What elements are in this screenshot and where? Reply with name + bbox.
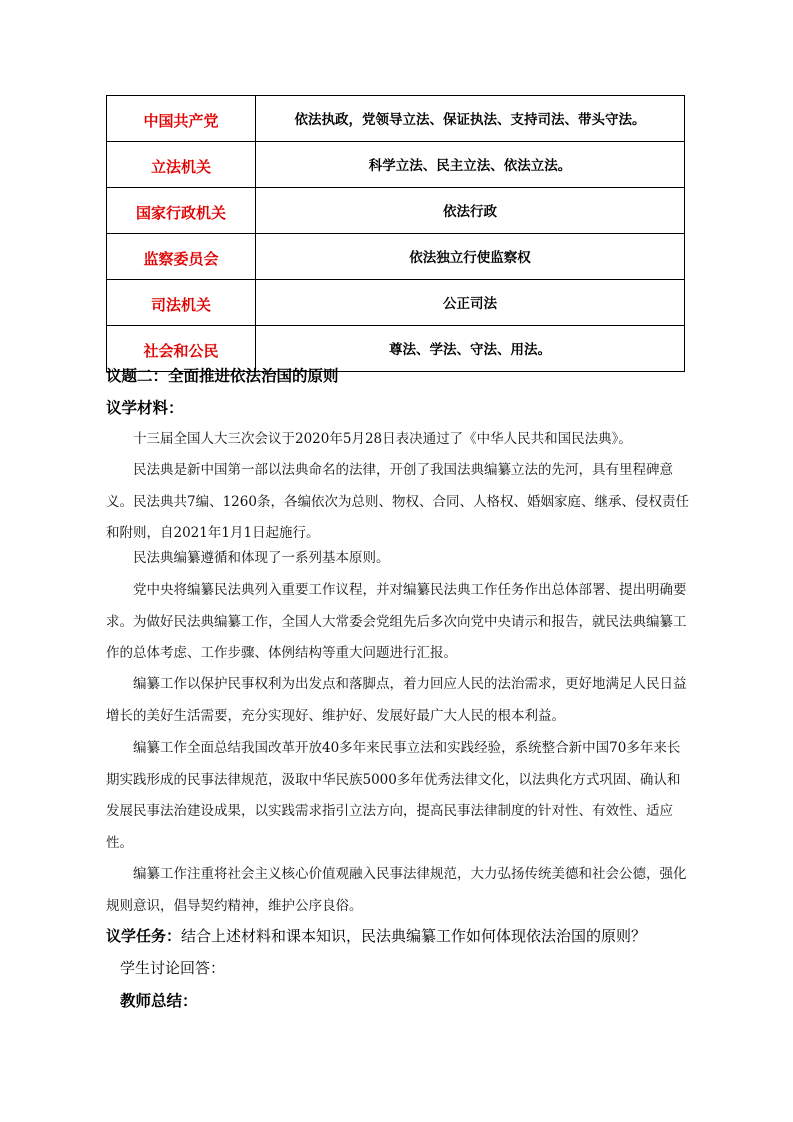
topic-title: 议题二：全面推进依法治国的原则	[106, 367, 339, 385]
duty-cell: 公正司法	[256, 280, 685, 326]
material-label: 议学材料：	[106, 399, 184, 417]
duty-cell: 尊法、学法、守法、用法。	[256, 326, 685, 372]
task-text: 结合上述材料和课本知识，民法典编纂工作如何体现依法治国的原则？	[181, 927, 647, 945]
table-row	[107, 142, 685, 188]
subject-cell: 监察委员会	[107, 234, 256, 280]
duty-cell: 依法执政，党领导立法、保证执法、支持司法、带头守法。	[256, 96, 685, 142]
subject-cell: 立法机关	[107, 142, 256, 188]
student-discussion-label: 学生讨论回答：	[120, 959, 226, 977]
subject-cell: 社会和公民	[107, 326, 256, 372]
material-paragraph: 编纂工作注重将社会主义核心价值观融入民事法律规范，大力弘扬传统美德和社会公德，强化规则意识，倡导契约精神，维护公序良俗。	[106, 866, 687, 914]
table-row	[107, 188, 685, 234]
subject-cell: 司法机关	[107, 280, 256, 326]
material-paragraph: 党中央将编纂民法典列入重要工作议程，并对编纂民法典工作任务作出总体部署、提出明确要求。为做好民法典编纂工作，全国人大常委会党组先后多次向党中央请示和报告，就民法典编纂工作的总体考虑、工作步骤、体例结构等重大问题进行汇报。	[106, 582, 687, 661]
material-paragraph: 民法典编纂遵循和体现了一系列基本原则。	[133, 550, 390, 566]
task-label: 议学任务：	[106, 927, 182, 945]
material-paragraph: 编纂工作以保护民事权利为出发点和落脚点，着力回应人民的法治需求，更好地满足人民日益增长的美好生活需要，充分实现好、维护好、发展好最广大人民的根本利益。	[106, 676, 687, 724]
subject-cell: 国家行政机关	[107, 188, 256, 234]
table-row	[107, 96, 685, 142]
study-task	[106, 925, 646, 946]
table-row	[107, 280, 685, 326]
duty-cell: 依法行政	[256, 188, 685, 234]
subject-cell: 中国共产党	[107, 96, 256, 142]
material-paragraph: 编纂工作全面总结我国改革开放40多年来民事立法和实践经验，系统整合新中国70多年来长期实践形成的民事法律规范，汲取中华民族5000多年优秀法律文化，以法典化方式巩固、确认和发展民事法治建设成果，以实践需求指引立法方向，提高民事法律制度的针对性、有效性、适应性。	[106, 740, 681, 851]
duty-cell: 依法独立行使监察权	[256, 234, 685, 280]
material-paragraph: 十三届全国人大三次会议于2020年5月28日表决通过了《中华人民共和国民法典》。	[133, 431, 632, 447]
table-row	[107, 234, 685, 280]
duty-cell: 科学立法、民主立法、依法立法。	[256, 142, 685, 188]
rule-of-law-subjects-table	[106, 95, 685, 372]
material-paragraph: 民法典是新中国第一部以法典命名的法律，开创了我国法典编纂立法的先河，具有里程碑意义。民法典共7编、1260条，各编依次为总则、物权、合同、人格权、婚姻家庭、继承、侵权责任和附则，自2021年1月1日起施行。	[106, 462, 689, 541]
teacher-summary-label: 教师总结：	[120, 992, 198, 1010]
